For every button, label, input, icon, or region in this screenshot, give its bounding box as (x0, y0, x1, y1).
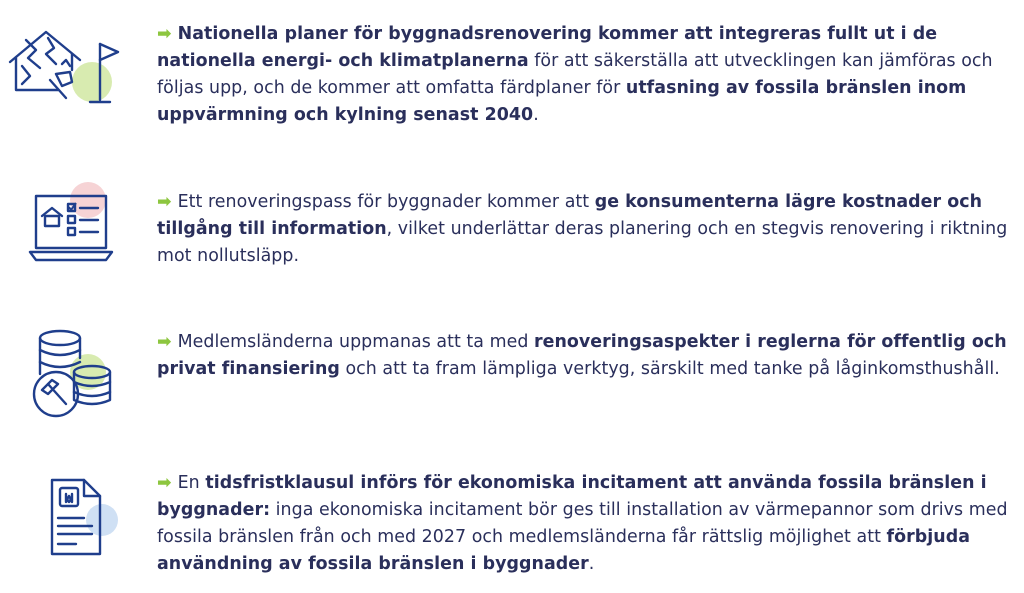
text-segment: Nationella planer för byggnadsrenovering kommer att integreras fullt ut i de nationella energi- och klimatplanerna (157, 24, 938, 71)
item-text (157, 21, 1017, 129)
text-segment: renoveringsaspekter i reglerna för offentlig och privat finansiering (157, 332, 1007, 379)
item-text (157, 470, 1017, 578)
arrow-right-icon: ➡ (157, 473, 172, 493)
text-segment: Ett renoveringspass för byggnader kommer att (177, 192, 595, 212)
laptop-checklist-icon (0, 178, 140, 268)
text-segment: inga ekonomiska incitament bör ges till installation av värmepannor som drivs med fossila bränslen från och med 2027 och medlemsländerna får rättslig möjlighet att (157, 500, 1008, 547)
arrow-right-icon: ➡ (157, 192, 172, 212)
item-text (157, 189, 1017, 270)
house-construction-icon (0, 24, 140, 114)
text-segment: . (588, 554, 595, 574)
text-segment: tidsfristklausul införs för ekonomiska incitament att använda fossila bränslen i byggnader: (157, 473, 987, 520)
text-segment: En (177, 473, 206, 493)
text-segment: utfasning av fossila bränslen inom uppvärmning och kylning senast 2040 (157, 78, 967, 125)
arrow-right-icon: ➡ (157, 24, 172, 44)
item-text (157, 329, 1017, 383)
text-segment: , vilket underlättar deras planering och en stegvis renovering i riktning mot nollutsläpp. (157, 219, 1008, 266)
text-segment: . (533, 105, 539, 125)
document-fuel-icon (0, 474, 140, 564)
coins-hammer-icon (0, 318, 140, 418)
text-segment: och att ta fram lämpliga verktyg, särskilt med tanke på låginkomsthushåll. (339, 359, 1000, 379)
arrow-right-icon: ➡ (157, 332, 172, 352)
text-segment: förbjuda användning av fossila bränslen i byggnader (157, 527, 970, 574)
text-segment: ge konsumenterna lägre kostnader och tillgång till information (157, 192, 983, 239)
text-segment: Medlemsländerna uppmanas att ta med (177, 332, 534, 352)
text-segment: för att säkerställa att utvecklingen kan jämföras och följas upp, och de kommer att omfatta färdplaner för (157, 51, 993, 98)
